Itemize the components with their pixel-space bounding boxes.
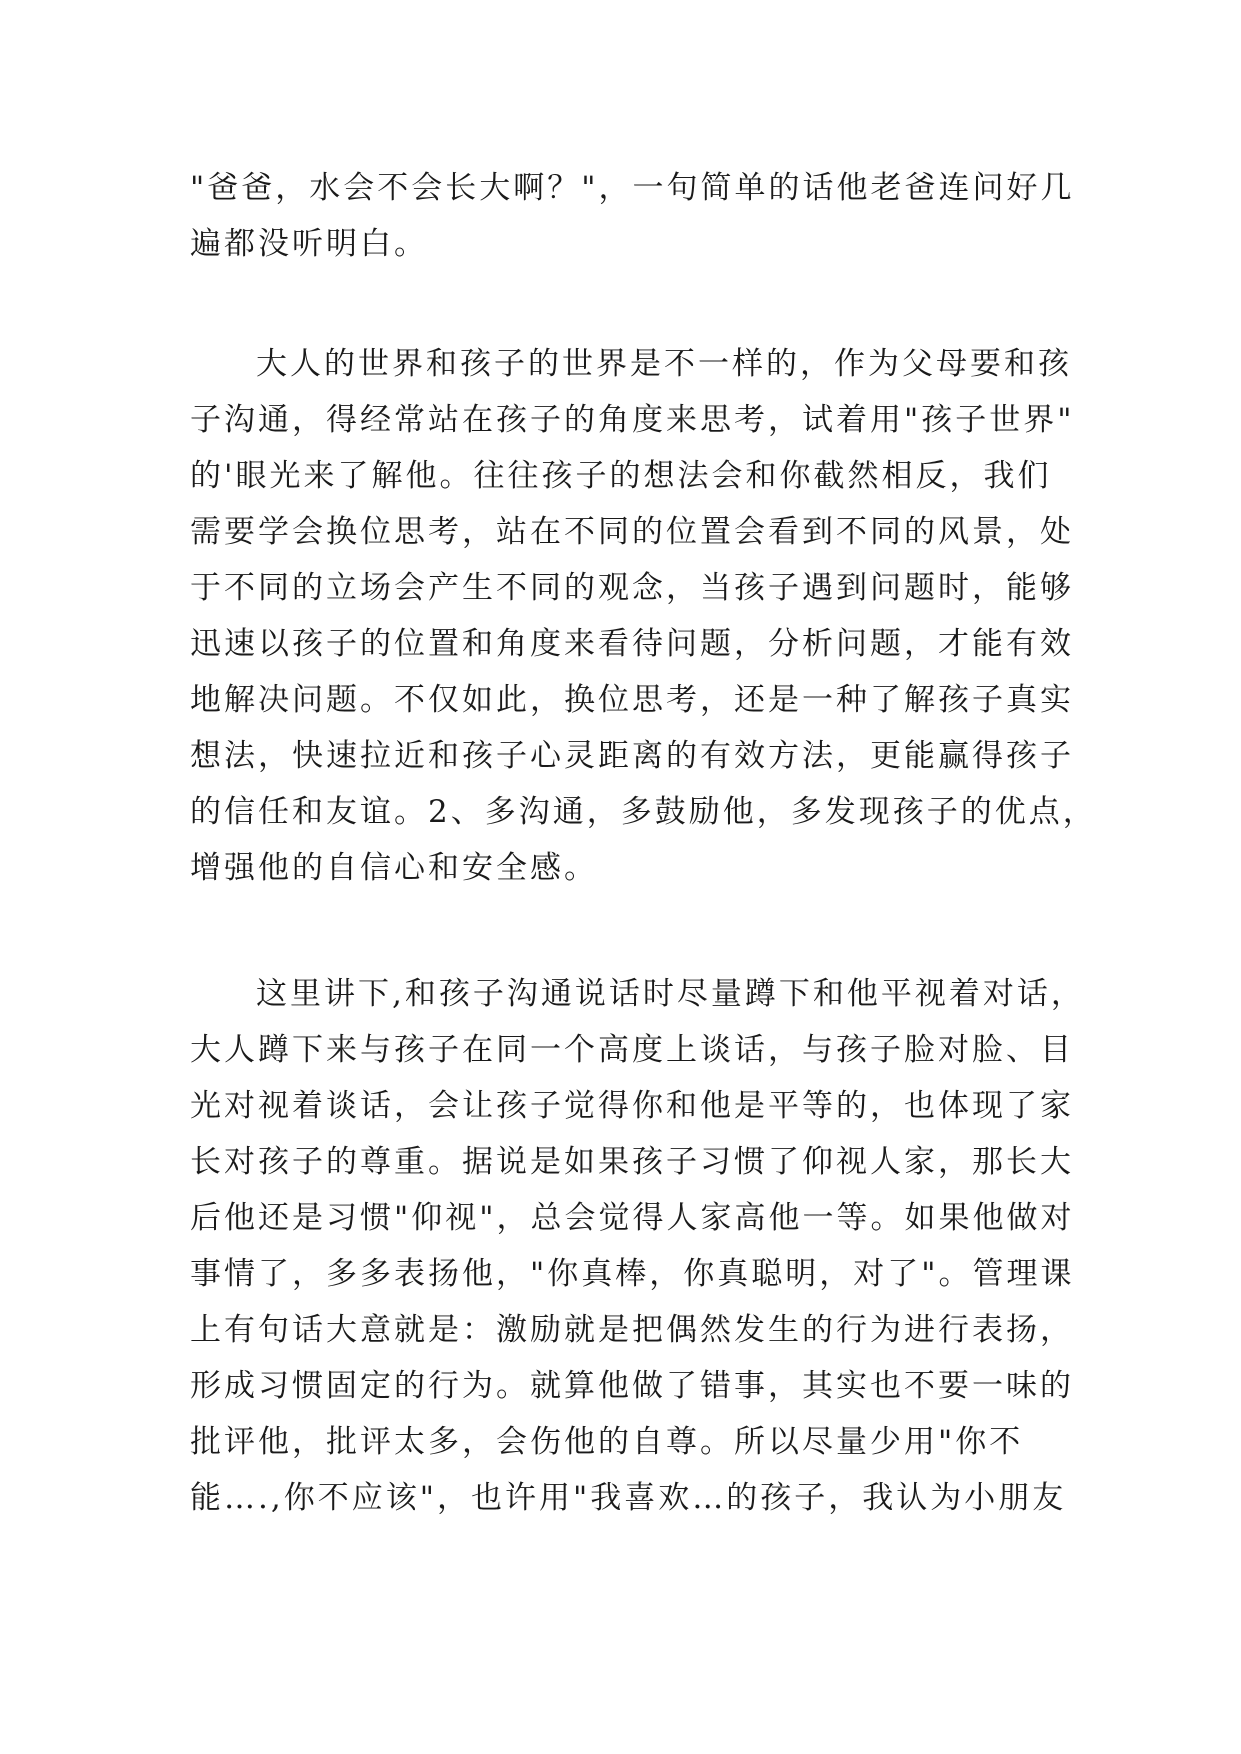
paragraph-line: 长对孩子的尊重。据说是如果孩子习惯了仰视人家，那长大 [190,1144,1074,1180]
paragraph-line: 遍都没听明白。 [190,226,428,262]
paragraph-line: 大人的世界和孩子的世界是不一样的，作为父母要和孩 [256,346,1072,382]
paragraph-line: 想法，快速拉近和孩子心灵距离的有效方法，更能赢得孩子 [190,738,1074,774]
paragraph-line: 迅速以孩子的位置和角度来看待问题，分析问题，才能有效 [190,626,1074,662]
paragraph-3 [190,966,1085,1526]
paragraph-line: 于不同的立场会产生不同的观念，当孩子遇到问题时，能够 [190,570,1074,606]
paragraph-line: 地解决问题。不仅如此，换位思考，还是一种了解孩子真实 [190,682,1074,718]
paragraph-line: 的'眼光来了解他。往往孩子的想法会和你截然相反，我们 [190,458,1052,494]
paragraph-line: 子沟通，得经常站在孩子的角度来思考，试着用"孩子世界" [190,402,1075,438]
paragraph-1 [190,160,1075,272]
paragraph-line: "爸爸，水会不会长大啊？"，一句简单的话他老爸连问好几 [190,170,1075,206]
paragraph-line: 光对视着谈话，会让孩子觉得你和他是平等的，也体现了家 [190,1088,1074,1124]
paragraph-2 [190,336,1097,896]
paragraph-line: 后他还是习惯"仰视"，总会觉得人家高他一等。如果他做对 [190,1200,1075,1236]
paragraph-line: 批评他，批评太多，会伤他的自尊。所以尽量少用"你不 [190,1424,1024,1460]
paragraph-line: 事情了，多多表扬他，"你真棒，你真聪明，对了"。管理课 [190,1256,1075,1292]
paragraph-line: 这里讲下,和孩子沟通说话时尽量蹲下和他平视着对话， [256,976,1085,1012]
paragraph-line: 上有句话大意就是：激励就是把偶然发生的行为进行表扬， [190,1312,1074,1348]
paragraph-line: 需要学会换位思考，站在不同的位置会看到不同的风景，处 [190,514,1074,550]
paragraph-line: 的信任和友谊。2、多沟通，多鼓励他，多发现孩子的优点， [190,794,1097,830]
paragraph-line: 能….,你不应该"，也许用"我喜欢…的孩子，我认为小朋友 [190,1480,1067,1516]
paragraph-line: 大人蹲下来与孩子在同一个高度上谈话，与孩子脸对脸、目 [190,1032,1074,1068]
paragraph-line: 增强他的自信心和安全感。 [190,850,598,886]
paragraph-line: 形成习惯固定的行为。就算他做了错事，其实也不要一味的 [190,1368,1074,1404]
